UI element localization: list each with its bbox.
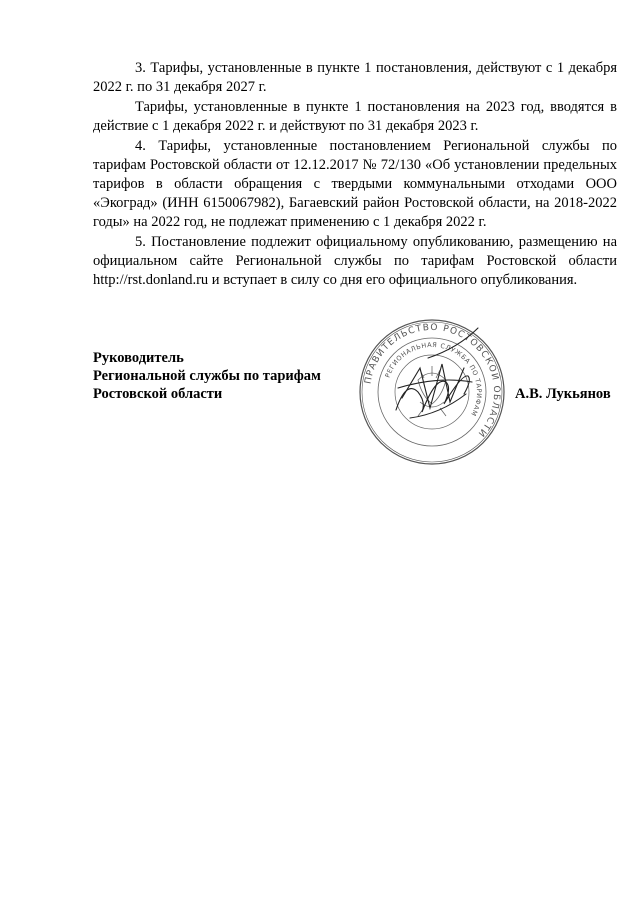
document-body: [93, 59, 617, 290]
paragraph-3-continued: Тарифы, установленные в пункте 1 постановления на 2023 год, вводятся в действие с 1 декабря 2022 г. и действуют по 31 декабря 2023 г.: [93, 99, 617, 134]
stamp-outer-text: ПРАВИТЕЛЬСТВО РОСТОВСКОЙ ОБЛАСТИ: [363, 322, 502, 439]
paragraph-4: 4. Тарифы, установленные постановлением Региональной службы по тарифам Ростовской области от 12.12.2017 № 72/130 «Об установлении предельных тарифов в области обращения с твердыми коммунальными отходами ООО «Экоград» (ИНН 6150067982), Багаевский район Ростовской области, на 2018-2022 годы» на 2022 год, не подлежат применению с 1 декабря 2022 г.: [93, 138, 617, 230]
signer-position-line-2: Региональной службы по тарифам: [93, 368, 321, 384]
paragraph-5: 5. Постановление подлежит официальному опубликованию, размещению на официальном сайте Региональной службы по тарифам Ростовской области http://rst.donland.ru и вступает в силу со дня его официального опубликования.: [93, 234, 617, 288]
signer-position-line-3: Ростовской области: [93, 386, 223, 402]
signer-position: [93, 349, 353, 403]
stamp-inner-text: РЕГИОНАЛЬНАЯ СЛУЖБА ПО ТАРИФАМ: [383, 340, 484, 418]
official-stamp-with-signature: [358, 318, 506, 466]
svg-text:РЕГИОНАЛЬНАЯ СЛУЖБА ПО ТАРИФАМ: [384, 341, 484, 418]
signer-name: А.В. Лукьянов: [515, 386, 611, 402]
signer-position-line-1: Руководитель: [93, 350, 184, 366]
paragraph-3: 3. Тарифы, установленные в пункте 1 постановления, действуют с 1 декабря 2022 г. по 31 декабря 2027 г.: [93, 60, 617, 95]
